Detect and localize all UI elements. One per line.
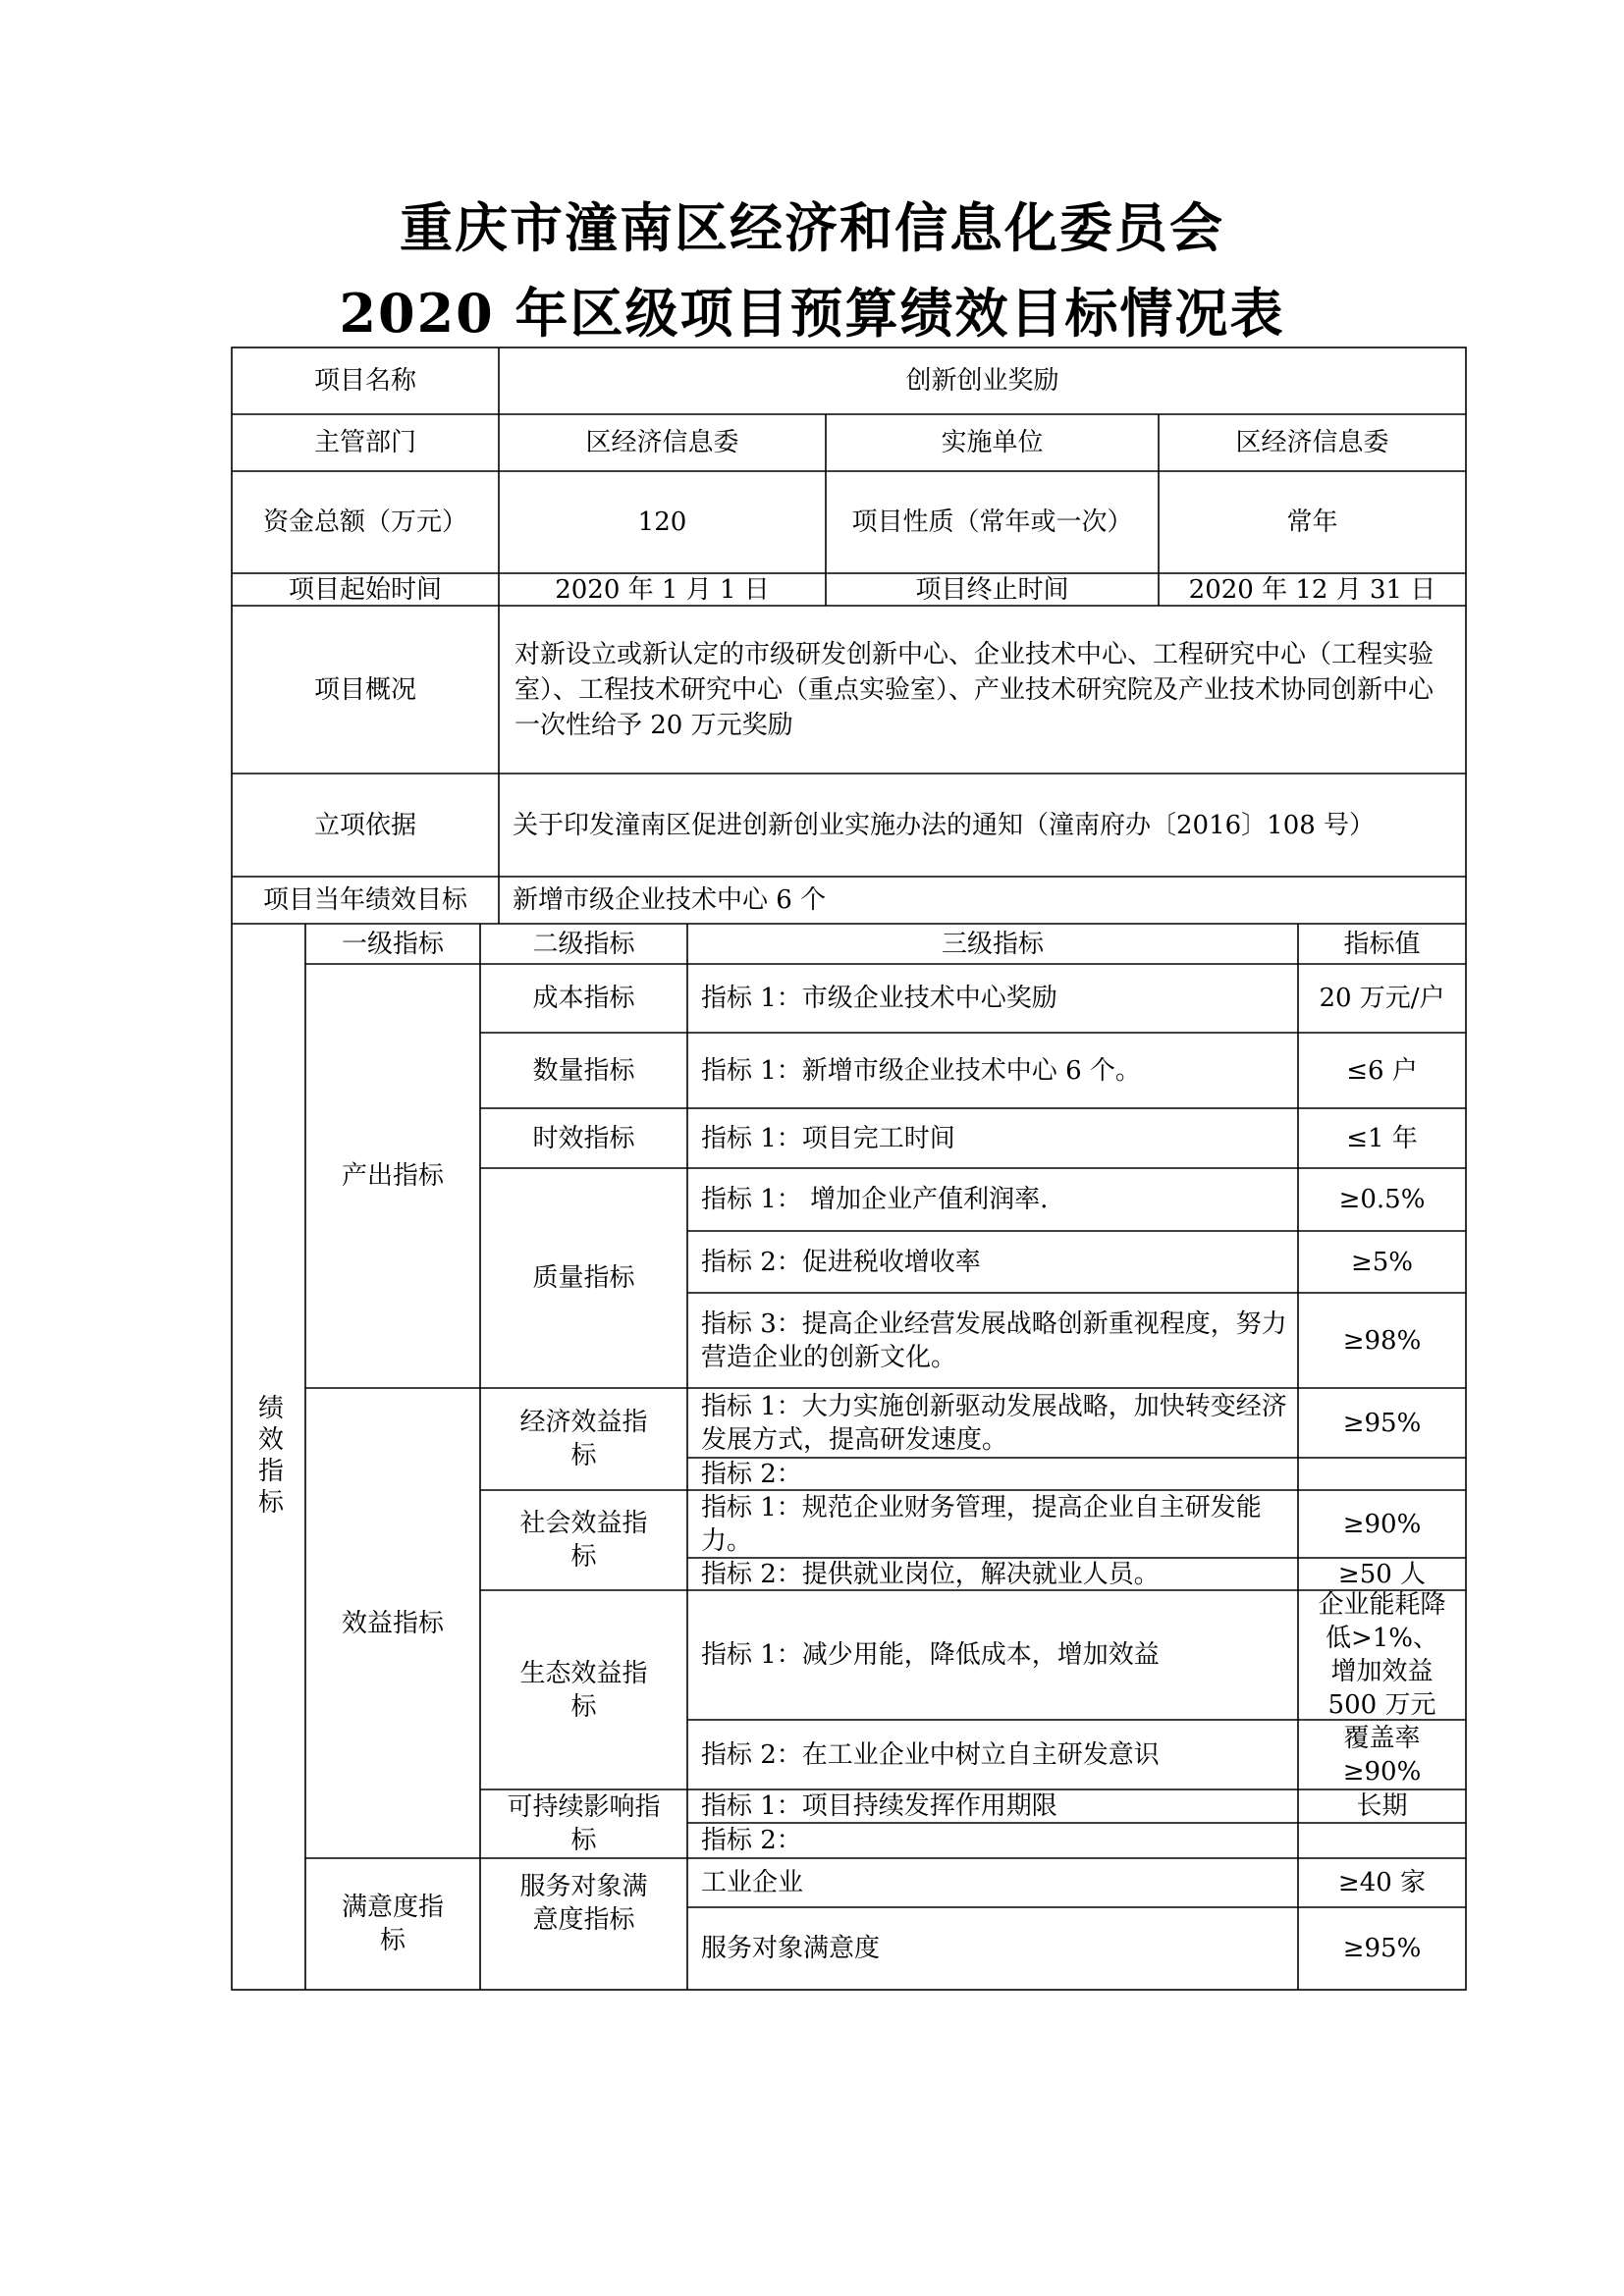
project-name-value: 创新创业奖励 (905, 366, 1059, 396)
quality-value-1: ≥0.5% (1338, 1185, 1426, 1214)
ecological-indicator-2: 指标 2：在工业企业中树立自主研发意识 (701, 1739, 1160, 1770)
service-value-1: ≥40 家 (1337, 1868, 1427, 1897)
basis-label: 立项依据 (313, 810, 416, 840)
sustainable-value-2 (1298, 1823, 1466, 1858)
economic-indicator-1: 指标 1：大力实施创新驱动发展战略，加快转变经济发展方式，提高研发速度。 (701, 1391, 1287, 1455)
level2-quality: 质量指标 (532, 1263, 635, 1293)
economic-indicator-2: 指标 2： (701, 1459, 802, 1489)
economic-value-2 (1298, 1458, 1466, 1490)
section-label-performance-indicators: 绩效指标 (253, 1394, 284, 1520)
sustainable-indicator-1: 指标 1：项目持续发挥作用期限 (701, 1791, 1057, 1821)
quantity-indicator-1: 指标 1：新增市级企业技术中心 6 个。 (701, 1055, 1141, 1086)
document-title-line1: 重庆市潼南区经济和信息化委员会 (400, 196, 1224, 259)
social-indicator-2: 指标 2：提供就业岗位，解决就业人员。 (701, 1559, 1160, 1589)
end-label: 项目终止时间 (915, 574, 1069, 605)
timeliness-indicator-1: 指标 1：项目完工时间 (701, 1123, 955, 1153)
service-indicator-1: 工业企业 (701, 1868, 804, 1897)
ecological-value-2: 覆盖率≥90% (1342, 1723, 1422, 1787)
level2-ecological: 生态效益指标 (519, 1658, 648, 1722)
header-level3: 三级指标 (941, 929, 1044, 959)
social-value-2: ≥50 人 (1337, 1559, 1427, 1589)
level2-cost: 成本指标 (532, 984, 635, 1013)
sustainable-indicator-2: 指标 2： (701, 1826, 802, 1855)
dept-value: 区经济信息委 (585, 428, 739, 457)
overview-text: 对新设立或新认定的市级研发创新中心、企业技术中心、工程研究中心（工程实验室）、工程技术研究中心（重点实验室）、产业技术研究院及产业技术协同创新中心一次性给予 20 万元奖励 (514, 640, 1435, 740)
sustainable-value-1: 长期 (1356, 1791, 1408, 1821)
level2-economic: 经济效益指标 (519, 1408, 648, 1470)
header-level1: 一级指标 (341, 929, 444, 959)
level1-output: 产出指标 (341, 1161, 444, 1191)
quantity-value-1: ≤6 户 (1346, 1055, 1418, 1086)
dept-label: 主管部门 (313, 428, 416, 457)
basis-text: 关于印发潼南区促进创新创业实施办法的通知（潼南府办〔2016〕108 号） (513, 810, 1376, 840)
header-value: 指标值 (1343, 929, 1421, 959)
fund-value: 120 (637, 507, 687, 537)
level1-benefit: 效益指标 (341, 1608, 444, 1638)
quality-indicator-2: 指标 2：促进税收增收率 (701, 1247, 981, 1277)
economic-value-1: ≥95% (1342, 1408, 1422, 1438)
level2-service-satisfaction: 服务对象满意度指标 (519, 1872, 648, 1935)
level2-timeliness: 时效指标 (532, 1123, 635, 1153)
social-value-1: ≥90% (1342, 1509, 1422, 1539)
cost-indicator-1: 指标 1：市级企业技术中心奖励 (701, 984, 1057, 1013)
nature-value: 常年 (1286, 507, 1338, 537)
quality-value-3: ≥98% (1342, 1325, 1422, 1356)
quality-indicator-3: 指标 3：提高企业经营发展战略创新重视程度，努力营造企业的创新文化。 (701, 1308, 1287, 1372)
social-indicator-1: 指标 1：规范企业财务管理，提高企业自主研发能力。 (701, 1492, 1262, 1556)
ecological-value-1: 企业能耗降低>1%、增加效益 500 万元 (1318, 1590, 1446, 1720)
overview-label: 项目概况 (313, 674, 416, 705)
cost-value-1: 20 万元/户 (1319, 984, 1445, 1013)
goal-text: 新增市级企业技术中心 6 个 (513, 885, 827, 915)
project-name-label: 项目名称 (313, 366, 416, 396)
fund-label: 资金总额（万元） (262, 507, 467, 537)
quality-value-2: ≥5% (1350, 1247, 1414, 1277)
level1-satisfaction: 满意度指标 (341, 1893, 444, 1955)
ecological-indicator-1: 指标 1：减少用能，降低成本，增加效益 (701, 1640, 1160, 1670)
end-value: 2020 年 12 月 31 日 (1188, 574, 1436, 605)
header-level2: 二级指标 (532, 929, 635, 959)
impl-label: 实施单位 (941, 428, 1044, 457)
service-value-2: ≥95% (1342, 1934, 1422, 1963)
start-label: 项目起始时间 (288, 574, 442, 605)
start-value: 2020 年 1 月 1 日 (555, 574, 770, 605)
quality-indicator-1: 指标 1： 增加企业产值利润率. (701, 1185, 1049, 1214)
level2-quantity: 数量指标 (532, 1055, 635, 1086)
impl-value: 区经济信息委 (1235, 428, 1389, 457)
nature-label: 项目性质（常年或一次） (851, 507, 1133, 537)
timeliness-value-1: ≤1 年 (1346, 1123, 1418, 1153)
service-indicator-2: 服务对象满意度 (701, 1934, 881, 1963)
level2-sustainable: 可持续影响指标 (507, 1792, 661, 1855)
goal-label: 项目当年绩效目标 (262, 885, 467, 915)
level2-social: 社会效益指标 (519, 1509, 648, 1572)
document-title-line2: 2020 年区级项目预算绩效目标情况表 (339, 282, 1285, 345)
